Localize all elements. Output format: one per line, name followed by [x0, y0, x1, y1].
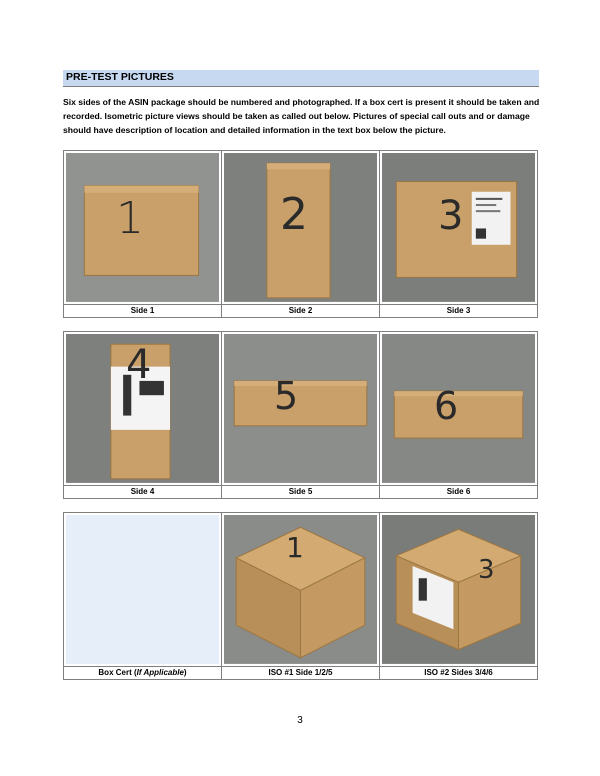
photo-side-5 — [224, 334, 377, 483]
photo-table-sides-4-6 — [63, 331, 538, 499]
photo-cell-iso-2 — [380, 513, 538, 667]
photo-side-6 — [382, 334, 535, 483]
photo-cell-box-cert — [64, 513, 222, 667]
caption-box-cert-suffix: ) — [183, 667, 187, 677]
photo-side-4 — [66, 334, 219, 483]
caption-iso-1: ISO #1 Side 1/2/5 — [222, 666, 380, 679]
box-mark: 6 — [434, 384, 459, 428]
photo-cell-side-5 — [222, 332, 380, 486]
caption-side-6: Side 6 — [380, 485, 538, 498]
photo-side-3 — [382, 153, 535, 302]
photo-iso-2 — [382, 515, 535, 664]
box-mark: 3 — [438, 193, 464, 239]
box-cert-placeholder — [66, 515, 219, 664]
instructions-paragraph: Six sides of the ASIN package should be numbered and photographed. If a box cert is present it should be taken and recorded. Isometric picture views should be taken as called out below. Pictures of special call outs and or damage should have description of location and detailed information in the text box below the picture. — [63, 97, 540, 135]
page-number: 3 — [297, 715, 303, 726]
caption-box-cert — [64, 666, 222, 679]
photo-cell-side-2 — [222, 151, 380, 305]
photo-side-1 — [66, 153, 219, 302]
photo-cell-side-3 — [380, 151, 538, 305]
box-mark: 4 — [126, 342, 152, 388]
photo-table-cert-iso — [63, 512, 538, 680]
caption-side-3: Side 3 — [380, 304, 538, 317]
photo-table-sides-1-3 — [63, 150, 538, 318]
caption-side-5: Side 5 — [222, 485, 380, 498]
photo-cell-side-4 — [64, 332, 222, 486]
caption-box-cert-italic: If Applicable — [136, 667, 184, 677]
caption-side-1: Side 1 — [64, 304, 222, 317]
photo-cell-iso-1 — [222, 513, 380, 667]
caption-box-cert-prefix: Box Cert ( — [98, 667, 137, 677]
photo-cell-side-6 — [380, 332, 538, 486]
caption-iso-2: ISO #2 Sides 3/4/6 — [380, 666, 538, 679]
box-mark: 1 — [116, 193, 144, 244]
section-title: PRE-TEST PICTURES — [66, 71, 174, 83]
box-mark: 2 — [280, 189, 308, 240]
photo-cell-side-1 — [64, 151, 222, 305]
photo-side-2 — [224, 153, 377, 302]
caption-side-2: Side 2 — [222, 304, 380, 317]
photo-iso-1 — [224, 515, 377, 664]
section-header — [63, 70, 539, 87]
box-mark: 1 — [286, 531, 304, 564]
box-mark: 5 — [274, 374, 299, 418]
caption-side-4: Side 4 — [64, 485, 222, 498]
box-mark: 3 — [478, 555, 495, 585]
